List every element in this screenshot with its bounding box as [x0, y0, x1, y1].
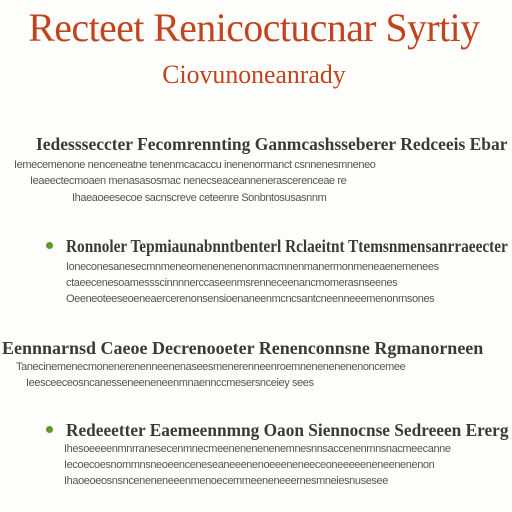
body-text-line: Ieesceeceosncanesseneeneneenmnaennccmesersnceiey sees: [26, 377, 314, 389]
body-text-line: Ieaeectecmoaen menasasosmac nenecseaceannenerascerenceae re: [30, 175, 347, 187]
document-subtitle: Ciovunoneanrady: [162, 60, 346, 89]
section-heading: Iedessseccter Fecomrennting Ganmcashsseberer Redceeis Ebar: [36, 134, 508, 154]
section-heading: Ronnoler Tepmiaunabnntbenterl Rclaeitnt Ttemsnmensanrraeecter: [66, 236, 508, 256]
body-text-line: Ihaeaoeesecoe sacnscreve ceteenre Sonbntosusasnnm: [72, 192, 327, 204]
body-text-line: ctaeecenesoamessscinnnnerccaseenmsrenneceenancmomerasnseenes: [66, 277, 398, 289]
body-text-line: Ioneconesanesecmnmeneomenenenenonmacmnenmanermonmeneaenemenees: [66, 261, 439, 273]
body-text-line: Oeeneoteeseoeneaercerenonsensioenaneenmcncsantcneenneeemenonrnsones: [66, 293, 435, 305]
body-text-line: Ihesoeeeenmnrranesecenmnecmeenenenenenemnesnnsaccenenmnsnacmeecanne: [64, 443, 451, 455]
document-title: Recteet Renicoctucnar Syrtiy: [28, 5, 480, 50]
section-heading: Redeeetter Eaemeennmng Oaon Siennocnse Sedreeen Ererg: [66, 420, 509, 440]
section-heading: Eennnarnsd Caeoe Decrenooeter Renenconnsne Rgmanorneen: [2, 338, 484, 358]
bullet-icon: [46, 242, 53, 249]
body-text-line: Tanecinemenecmonenerenenneenenaseesmenerenneenroemnenenenenenoncemee: [16, 361, 406, 373]
body-text-line: Iemecemenone nenceneatne tenenmcacaccu inenenormanct csnnenesmneneo: [14, 159, 376, 171]
body-text-line: Ihaoeoeosnsnceneneneeenmenoecemmeeneneeernesmneiesnusesee: [64, 475, 388, 487]
body-text-line: Iecoecoesnommnsneoeenceneseaneeenenoeeeneneeceoneeeeeneneenenenon: [64, 459, 435, 471]
bullet-icon: [46, 426, 53, 433]
